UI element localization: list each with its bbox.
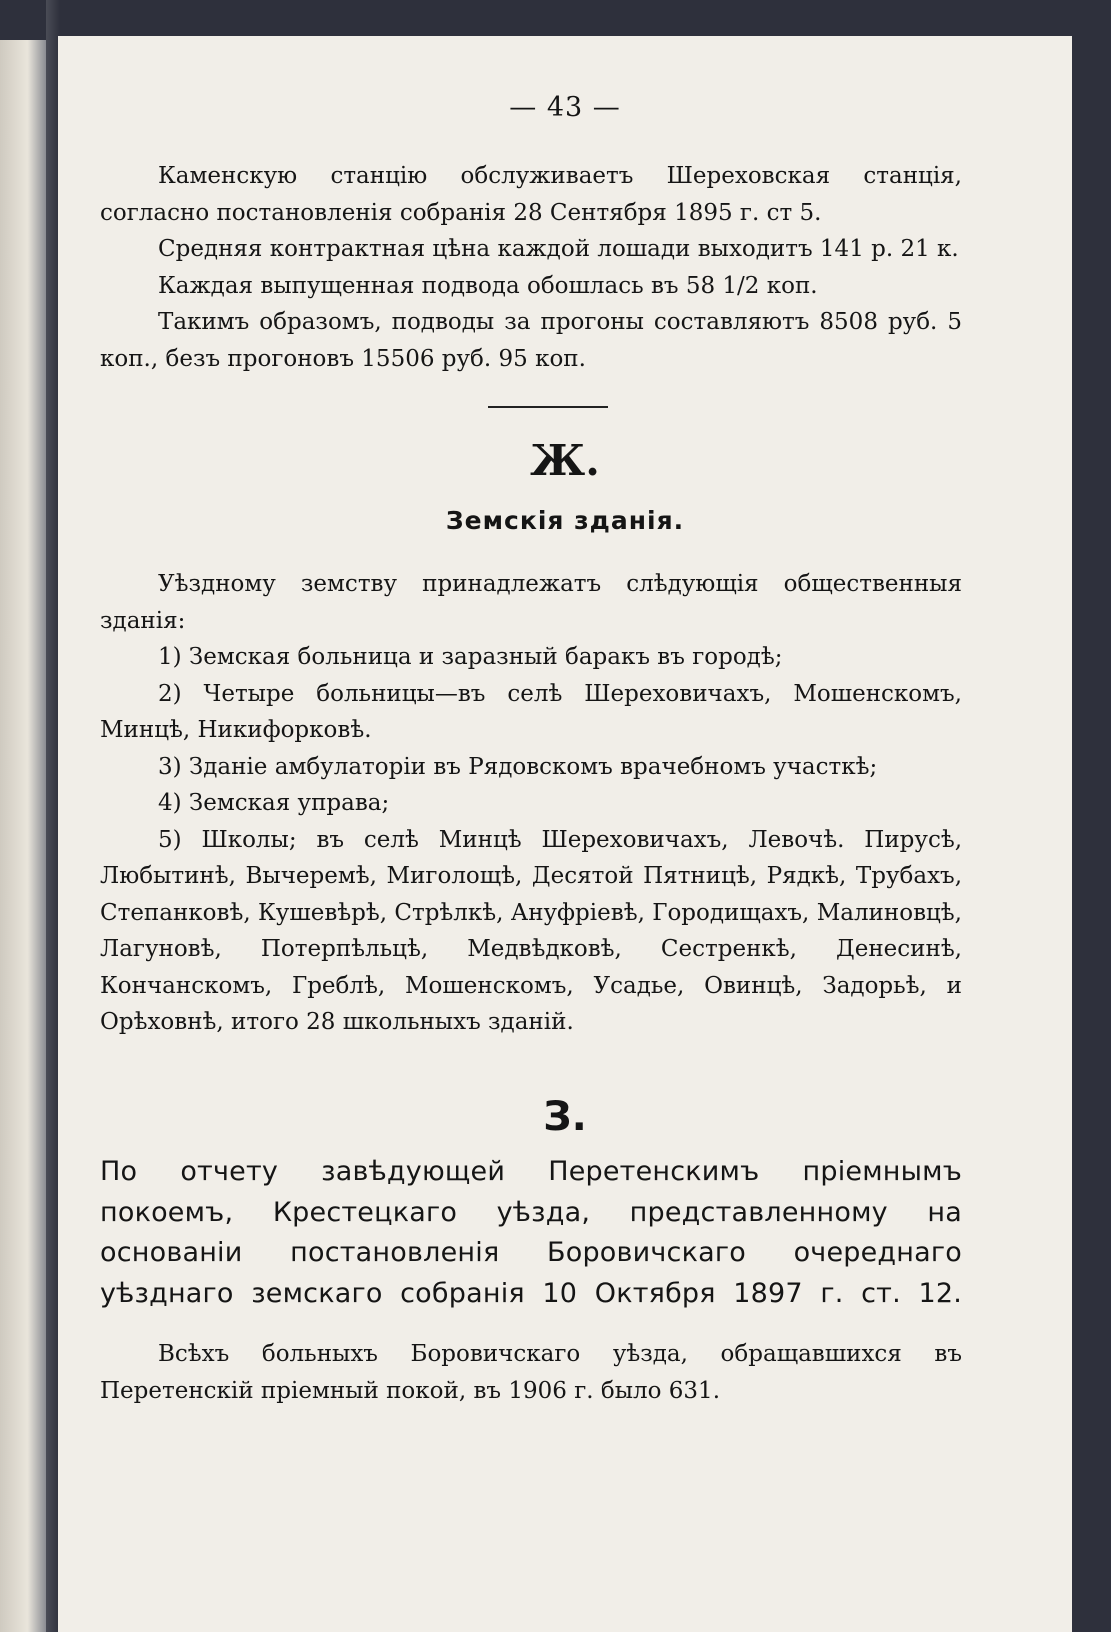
list-item: 1) Земская больница и заразный баракъ въ городѣ; <box>158 644 783 670</box>
report-heading: По отчету завѣдующей Перетенскимъ пріемнымъ покоемъ, Крестецкаго уѣзда, представленному на основаніи постановленія Боровичскаго очереднаго уѣзднаго земскаго собранія 10 Октября 1897 г. ст. 12. <box>100 1156 962 1309</box>
list-item: 2) Четыре больницы—въ селѣ Шереховичахъ, Мошенскомъ, Минцѣ, Никифорковѣ. <box>100 680 962 743</box>
paragraph: Каждая выпущенная подвода обошлась въ 58 1/2 коп. <box>158 272 818 299</box>
intro-text <box>100 158 962 377</box>
document-page <box>58 36 1072 1632</box>
list-lead: Уѣздному земству принадлежатъ слѣдующія общественныя зданія: <box>100 571 962 634</box>
paragraph: Средняя контрактная цѣна каждой лошади выходитъ 141 р. 21 к. <box>158 236 959 262</box>
section-title: Земскія зданія. <box>445 506 685 535</box>
section-divider <box>488 406 608 408</box>
report-text <box>100 1336 962 1409</box>
list-item: 4) Земская управа; <box>158 790 390 816</box>
paragraph: Такимъ образомъ, подводы за прогоны составляютъ 8508 руб. 5 коп., безъ прогоновъ 15506 руб. 95 коп. <box>100 309 962 372</box>
page-number: — 43 — <box>509 92 621 123</box>
paragraph: Каменскую станцію обслуживаетъ Шереховская станція, согласно постановленія собранія 28 Сентября 1895 г. ст 5. <box>100 163 962 226</box>
paragraph: Всѣхъ больныхъ Боровичскаго уѣзда, обращавшихся въ Перетенскій пріемный покой, въ 1906 г. было 631. <box>100 1341 962 1404</box>
buildings-list <box>100 566 962 1041</box>
section-letter: Ж. <box>530 436 600 485</box>
list-item: 3) Зданіе амбулаторіи въ Рядовскомъ врачебномъ участкѣ; <box>158 753 878 780</box>
list-item: 5) Школы; въ селѣ Минцѣ Шереховичахъ, Левочѣ. Пирусѣ, Любытинѣ, Вычеремѣ, Миголощѣ, Десятой Пятницѣ, Рядкѣ, Трубахъ, Степанковѣ, Кушевѣрѣ, Стрѣлкѣ, Ануфріевѣ, Городищахъ, Малиновцѣ, Лагуновѣ, Потерпѣльцѣ, Медвѣдковѣ, Сестренкѣ, Денесинѣ, Кончанскомъ, Греблѣ, Мошенскомъ, Усадье, Овинцѣ, Задорьѣ, и Орѣховнѣ, итого 28 школьныхъ зданій. <box>100 826 962 1035</box>
section-letter: З. <box>543 1094 587 1140</box>
previous-page-edge <box>0 40 46 1632</box>
